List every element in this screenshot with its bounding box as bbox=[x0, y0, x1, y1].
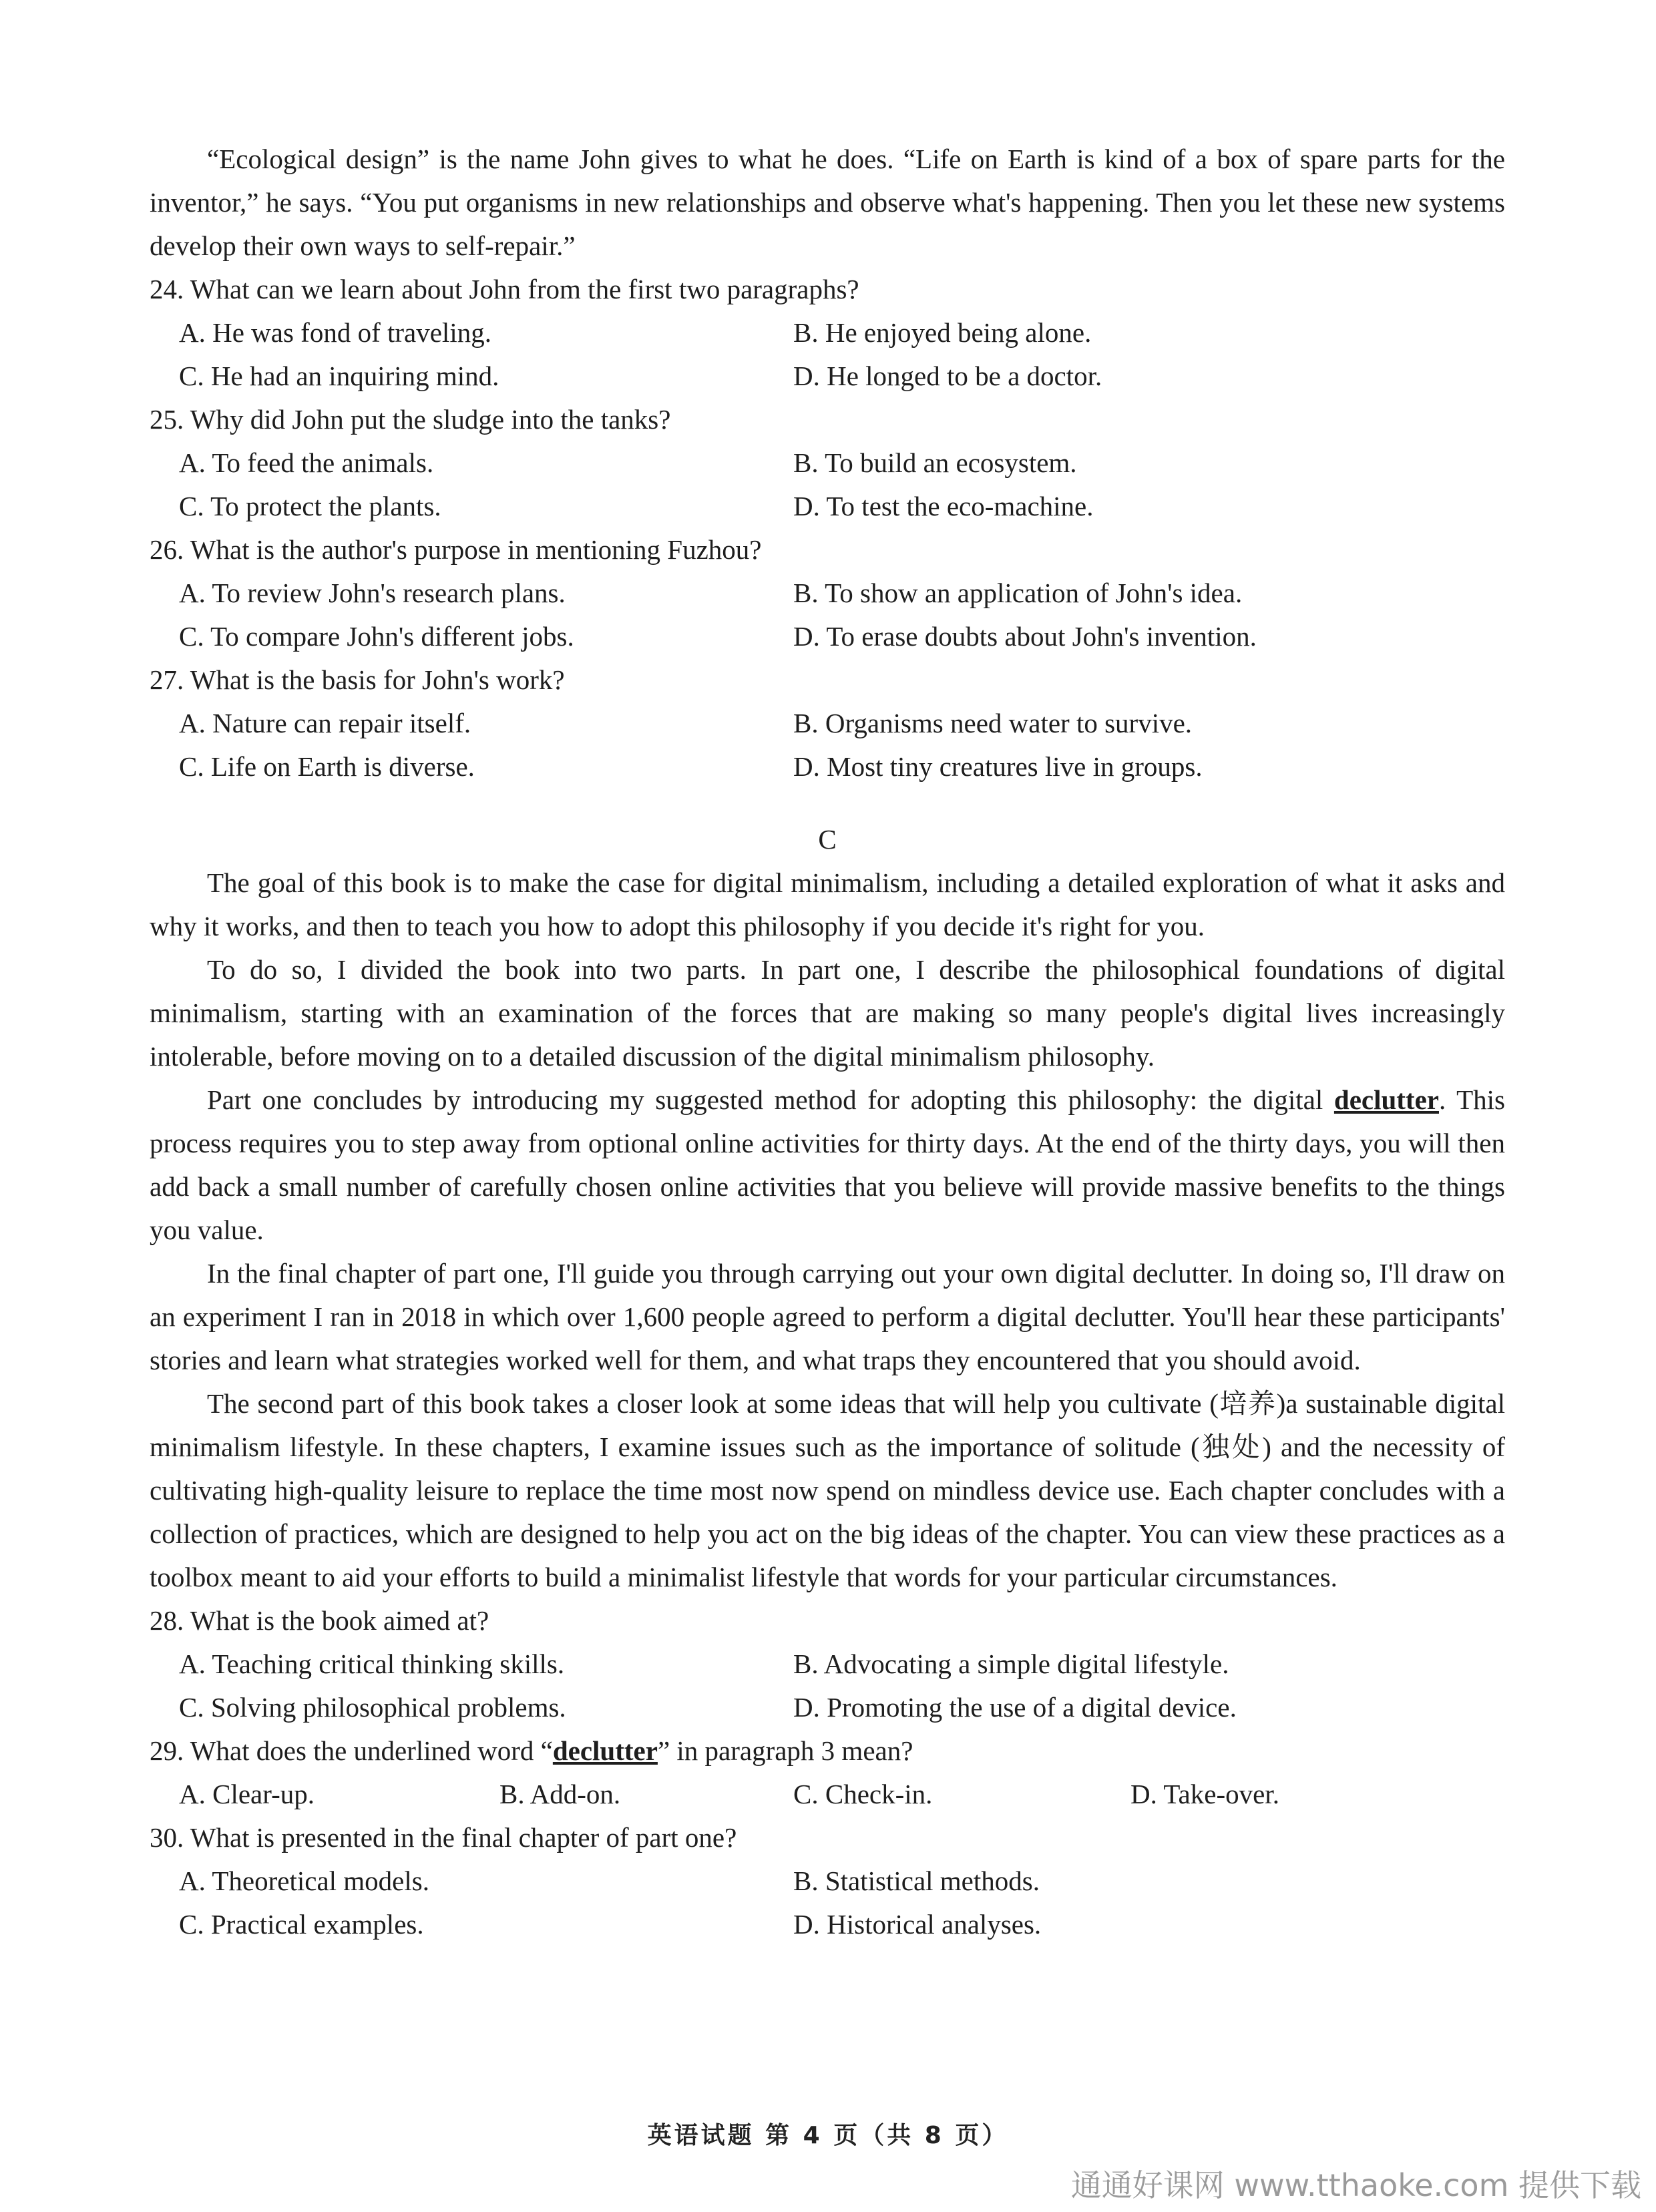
option-c: C. Practical examples. bbox=[179, 1909, 424, 1940]
answer-options bbox=[150, 1642, 1505, 1729]
exam-page bbox=[150, 138, 1505, 1946]
stem-text: ” in paragraph 3 mean? bbox=[657, 1735, 913, 1766]
option-d: D. He longed to be a doctor. bbox=[793, 361, 1102, 391]
answer-options bbox=[150, 1773, 1505, 1816]
option-a: A. To review John's research plans. bbox=[179, 578, 566, 608]
answer-options bbox=[150, 441, 1505, 528]
passage-c-paragraph-4: In the final chapter of part one, I'll guide you through carrying out your own digital declutter. In doing so, I'll draw on an experiment I ran in 2018 in which over 1,600 people agreed to perform a digital declutter. You'll hear these participants' stories and learn what strategies worked well for them, and what traps they encountered that you should avoid. bbox=[150, 1258, 1505, 1375]
underlined-word: declutter bbox=[552, 1735, 658, 1766]
passage-c-paragraph-5: The second part of this book takes a closer look at some ideas that will help you cultivate (培养)a sustainable digital minimalism lifestyle. In these chapters, I examine issues such as the importance of solitude (独处) and the necessity of cultivating high-quality leisure to replace the time most now spend on mindless device use. Each chapter concludes with a collection of practices, which are designed to help you act on the big ideas of the chapter. You can view these practices as a toolbox meant to aid your efforts to build a minimalist lifestyle that words for your particular circumstances. bbox=[150, 1388, 1505, 1592]
option-b: B. Statistical methods. bbox=[793, 1865, 1040, 1896]
answer-options bbox=[150, 311, 1505, 398]
option-d: D. Historical analyses. bbox=[793, 1909, 1042, 1940]
option-d: D. Promoting the use of a digital device. bbox=[793, 1692, 1237, 1723]
question-stem: 30. What is presented in the final chapter of part one? bbox=[150, 1822, 737, 1853]
question-stem: 25. Why did John put the sludge into the tanks? bbox=[150, 404, 671, 435]
option-a: A. Theoretical models. bbox=[179, 1865, 429, 1896]
option-a: A. Teaching critical thinking skills. bbox=[179, 1648, 565, 1679]
option-c: C. To protect the plants. bbox=[179, 491, 441, 521]
answer-options bbox=[150, 702, 1505, 789]
option-c: C. He had an inquiring mind. bbox=[179, 361, 499, 391]
question-30 bbox=[150, 1816, 1505, 1946]
option-b: B. Advocating a simple digital lifestyle. bbox=[793, 1648, 1229, 1679]
paragraph-text: . This process requires you to step away from optional online activities for thirty days. At the end of the thirty days, you will then add back a small number of carefully chosen online activities that you believe will provide massive benefits to the things you value. bbox=[150, 1084, 1505, 1245]
answer-options bbox=[150, 1859, 1505, 1946]
passage-c-paragraph-1: The goal of this book is to make the case for digital minimalism, including a detailed exploration of what it asks and why it works, and then to teach you how to adopt this philosophy if you decide it's right for you. bbox=[150, 867, 1505, 941]
passage-c-paragraph-2: To do so, I divided the book into two parts. In part one, I describe the philosophical foundations of digital minimalism, starting with an examination of the forces that are making so many people's digital lives increasingly intolerable, before moving on to a detailed discussion of the digital minimalism philosophy. bbox=[150, 954, 1505, 1072]
option-c: C. To compare John's different jobs. bbox=[179, 621, 574, 652]
passage-b-final-paragraph: “Ecological design” is the name John gives to what he does. “Life on Earth is kind of a box of spare parts for the inventor,” he says. “You put organisms in new relationships and observe what's happening. Then you let these new systems develop their own ways to self-repair.” bbox=[150, 144, 1505, 261]
option-c: C. Solving philosophical problems. bbox=[179, 1692, 566, 1723]
option-d: D. Most tiny creatures live in groups. bbox=[793, 751, 1203, 782]
question-stem: 26. What is the author's purpose in mentioning Fuzhou? bbox=[150, 534, 762, 565]
question-27 bbox=[150, 658, 1505, 789]
stem-text: 29. What does the underlined word “ bbox=[150, 1735, 553, 1766]
option-b: B. To show an application of John's idea. bbox=[793, 578, 1243, 608]
question-29 bbox=[150, 1729, 1505, 1816]
option-d: D. To test the eco-machine. bbox=[793, 491, 1094, 521]
underlined-word: declutter bbox=[1333, 1084, 1439, 1115]
question-28 bbox=[150, 1599, 1505, 1729]
option-a: A. To feed the animals. bbox=[179, 447, 434, 478]
question-stem bbox=[150, 1729, 1505, 1773]
option-a: A. Clear-up. bbox=[179, 1779, 315, 1809]
option-d: D. To erase doubts about John's invention. bbox=[793, 621, 1257, 652]
option-a: A. Nature can repair itself. bbox=[179, 708, 471, 738]
section-heading-c: C bbox=[818, 824, 837, 855]
option-c: C. Life on Earth is diverse. bbox=[179, 751, 475, 782]
question-stem: 24. What can we learn about John from the first two paragraphs? bbox=[150, 274, 859, 304]
option-b: B. Organisms need water to survive. bbox=[793, 708, 1193, 738]
question-stem: 27. What is the basis for John's work? bbox=[150, 664, 565, 695]
option-c: C. Check-in. bbox=[793, 1779, 933, 1809]
option-d: D. Take-over. bbox=[1130, 1779, 1279, 1809]
page-footer: 英语试题 第 4 页（共 8 页） bbox=[647, 2122, 1009, 2149]
paragraph-text: Part one concludes by introducing my suggested method for adopting this philosophy: the digital bbox=[207, 1084, 1334, 1115]
answer-options bbox=[150, 572, 1505, 658]
watermark-text: 通通好课网 www.tthaoke.com 提供下载 bbox=[1070, 2167, 1641, 2203]
option-a: A. He was fond of traveling. bbox=[179, 317, 491, 348]
option-b: B. To build an ecosystem. bbox=[793, 447, 1077, 478]
question-stem: 28. What is the book aimed at? bbox=[150, 1605, 489, 1636]
option-b: B. He enjoyed being alone. bbox=[793, 317, 1092, 348]
option-b: B. Add-on. bbox=[499, 1779, 621, 1809]
passage-c-paragraph-3 bbox=[150, 1078, 1505, 1252]
question-24 bbox=[150, 268, 1505, 398]
question-26 bbox=[150, 528, 1505, 658]
question-25 bbox=[150, 398, 1505, 528]
